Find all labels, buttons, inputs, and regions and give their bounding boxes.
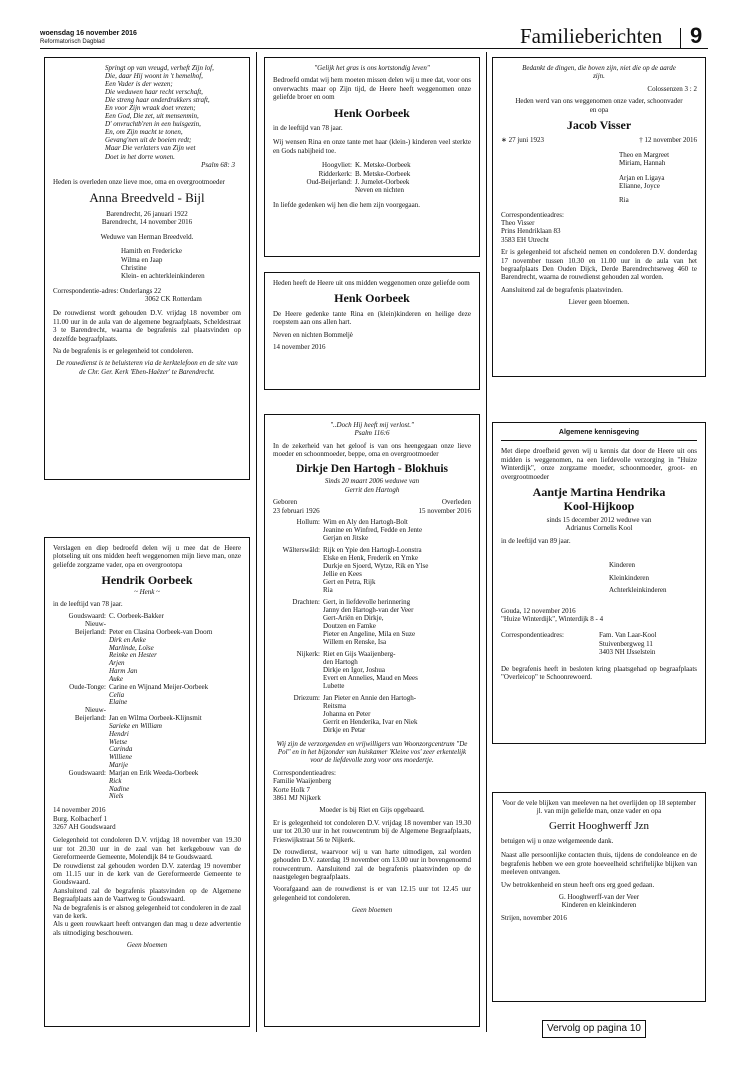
family-list [53, 613, 241, 801]
text-line: Niels [109, 792, 124, 801]
date: 14 november 2016 [53, 806, 106, 815]
text-line: Jellie en Kees [323, 569, 362, 578]
header-rule [40, 48, 708, 49]
text-line: Nieuw- [85, 620, 106, 629]
text-line: 3861 MJ Nijkerk [273, 793, 321, 802]
text-line: Stuivenbergweg 11 [599, 639, 653, 648]
text-line: Carine en Wijnand Meijer-Oorbeek [109, 682, 209, 691]
text-line: Durkje en Sjoerd, Wytze, Rik en Ylse [323, 562, 429, 571]
text-line: K. Metske-Oorbeek [355, 161, 411, 170]
intro: Heden heeft de Heere uit ons midden weggenomen onze geliefde oom [273, 279, 470, 287]
header-divider [680, 28, 681, 48]
text-line [53, 739, 109, 747]
since-line-1: sinds 15 december 2012 weduwe van [546, 515, 652, 524]
text-line: Carinda [109, 745, 133, 754]
text-line [273, 631, 323, 639]
text-line: Prins Hendriklaan 83 [501, 227, 561, 236]
text-line: Beijerland: [74, 714, 106, 723]
family-row [53, 668, 241, 676]
intro: In de zekerheid van het geloof is van ons heengegaan onze lieve moeder en schoonmoeder, beppe, oma en overgrootmoeder [273, 441, 471, 459]
text-line [273, 587, 323, 595]
condole-info: Er is gelegenheid tot condoleren D.V. vrijdag 18 november van 19.30 uur tot 20.30 uur in het rouwcentrum bij de Algemene Begraafplaats, Frieswijkstraat 56 te Nijkerk. [273, 818, 471, 844]
text-line [273, 719, 323, 727]
deceased-name-2: Kool-Hijkoop [563, 499, 635, 514]
quote: "..Doch Hij heeft mij verlost." [330, 421, 414, 429]
family-row [273, 651, 471, 659]
family-row [273, 186, 471, 194]
thanks: Wij zijn de verzorgenden en vrijwilligers van Woonzorgcentrum "De Pol" en in het bijzonder van huiskamer 'Kleine vos' zeer erkentelijk voor de liefdevolle zorg voor ons moedertje. [276, 739, 468, 765]
text-line: Burg. Kolbacherf 1 [53, 814, 108, 823]
text-line [273, 659, 323, 667]
text-line: 3403 NH IJsselstein [599, 648, 656, 657]
family-row [273, 683, 471, 691]
text-line: Gert en Petra, Rijk [323, 577, 376, 586]
text-line: Dirkje en Igor, Joshua [323, 666, 385, 674]
text-line: Drachten: [292, 598, 320, 607]
family-row [273, 675, 471, 683]
text-line: Goudswaard: [68, 612, 106, 621]
text-line: Kleinkinderen [609, 573, 650, 582]
intro: Heden werd van ons weggenomen onze vader, schoonvader en opa [515, 97, 683, 114]
text-line: En voor Zijn wraak doet vrezen; [105, 104, 196, 113]
correspondence-address [501, 211, 697, 245]
condole-info: Gelegenheid tot condoleren D.V. vrijdag 18 november van 19.30 uur tot 20.30 uur in de zaal van het kerkgebouw van de Gereformeerde Gemeente, Molendijk 84 te Goudswaard. [53, 836, 241, 862]
text-line: Hoogvliet: [322, 161, 352, 170]
text-line: Hollum: [296, 517, 320, 526]
died-label: Overleden [441, 498, 471, 507]
address-block [501, 631, 697, 656]
notice-aantje-kool-hijkoop [492, 422, 706, 744]
family-row [273, 170, 471, 178]
text-line: Willem en Renske, Isa [323, 637, 387, 646]
family-list [273, 161, 471, 195]
family-row [53, 699, 241, 707]
widow: Weduwe van Herman Breedveld. [100, 232, 194, 241]
text-line: Die streng haar onderdrukkers straft, [105, 96, 210, 105]
intro: Heden is overleden onze lieve moe, oma en overgrootmoeder [53, 177, 225, 186]
text-line: Lubette [323, 681, 345, 690]
text-line: Janny den Hartogh-van der Veer [323, 606, 414, 615]
text-line: Wilma en Jaap [121, 255, 163, 264]
quote-ref: Colossenzen 3 : 2 [647, 84, 697, 93]
text-line [273, 703, 323, 711]
deceased-name: Henk Oorbeek [334, 105, 410, 120]
nickname: ~ Henk ~ [134, 587, 160, 596]
family-row [53, 739, 241, 747]
deceased-name: Anna Breedveld - Bijl [89, 190, 205, 206]
text-line: Goudswaard: [68, 768, 106, 777]
family-row [273, 703, 471, 711]
text-line: Wim en Aly den Hartogh-Bolt [323, 517, 408, 526]
family-row [53, 754, 241, 762]
text-line: Driezum: [293, 694, 320, 703]
poem [53, 64, 241, 161]
notice-jacob-visser [492, 57, 706, 377]
text-line: Neven en nichten [355, 186, 404, 195]
notice-gerrit-hooghwerff [492, 792, 706, 1002]
text-line [273, 675, 323, 683]
condole-info: Na de begrafenis is er gelegenheid tot condoleren. [53, 347, 194, 356]
text-line: Ria [619, 196, 629, 205]
text-line: Celia [109, 690, 125, 699]
text-line: Maar Die verlaters van Zijn wet [105, 144, 196, 153]
family-row [273, 535, 471, 543]
born: ∗ 27 juni 1923 [501, 136, 545, 145]
text-line: Christine [121, 263, 147, 272]
text-line: Evert en Annelies, Maud en Mees [323, 673, 418, 682]
text-line: Jan en Wilma Oorbeek-Klijnsmit [109, 714, 202, 723]
text-line: Jan Pieter en Annie den Hartogh- [323, 694, 417, 703]
after-info: Aansluitend zal de begrafenis plaatsvinden. [501, 285, 623, 294]
family-row [53, 684, 241, 692]
page-number: 9 [690, 23, 703, 48]
text-line: Williene [109, 753, 132, 762]
family-row [53, 692, 241, 700]
family-list [273, 519, 471, 735]
service-info: De rouwdienst, waarvoor wij u van harte uitnodigen, zal worden gehouden D.V. zaterdag 19 november om 13.00 uur in bovengenoemd rouwcentrum. Aansluitend zal de begrafenis plaatsvinden op de naastgelegen begraafplaats. [273, 847, 471, 882]
flowers: Geen bloemen [126, 941, 168, 950]
text-line: 3583 EH Utrecht [501, 235, 549, 244]
died: 15 november 2016 [418, 506, 471, 515]
thanks: betuigen wij u onze welgemeende dank. [501, 836, 614, 845]
note: Als u geen rouwkaart heeft ontvangen dan mag u deze advertentie als uitnodiging beschouwen. [53, 920, 241, 937]
born: Barendrecht, 26 januari 1922 [106, 209, 188, 218]
family-row [53, 786, 241, 794]
text-line: Gert-Ariën en Dirkje, [323, 614, 384, 623]
text-line [273, 667, 323, 675]
text-line: Gevang'nen uit de boeien redt; [105, 136, 192, 145]
listen-info: De rouwdienst is te beluisteren via de kerktelefoon en de site van de Chr. Ger. Kerk 'Eben-Haëzer' te Barendrecht. [56, 359, 238, 376]
text-line [273, 615, 323, 623]
since-line-2: Gerrit den Hartogh [344, 485, 400, 494]
text-line [53, 793, 109, 801]
text-line [273, 727, 323, 735]
flowers: Liever geen bloemen. [568, 298, 630, 307]
text-line: Wâlterswâld: [282, 546, 320, 555]
family-row [53, 652, 241, 660]
text-line [273, 555, 323, 563]
family-row [53, 723, 241, 731]
text-line [53, 731, 109, 739]
text-line: Theo Visser [501, 219, 535, 228]
text-line: Een Vader is der wezen; [105, 80, 173, 89]
address [53, 815, 241, 832]
family-row [273, 579, 471, 587]
text-line: 3267 AH Goudswaard [53, 823, 116, 831]
text-line [273, 639, 323, 647]
text-line [273, 607, 323, 615]
notice-dirkje-den-hartogh [264, 414, 480, 1027]
text-line: Elaine [109, 698, 128, 707]
closing: In liefde gedenken wij hen die hem zijn voorgegaan. [273, 200, 421, 209]
text-line: Gerjan en Jitske [323, 533, 369, 542]
care-home: "Huize Winterdijk", Winterdijk 8 - 4 [501, 615, 604, 624]
text-line: Oude-Tonge: [69, 682, 106, 691]
text-line [273, 579, 323, 587]
text-line: Achterkleinkinderen [609, 586, 667, 595]
text-line [273, 563, 323, 571]
text-line: Theo en Margreet [619, 150, 670, 159]
text-line: Auke [109, 674, 123, 683]
family-row [53, 778, 241, 786]
family-row [273, 727, 471, 735]
since-line-2: Adrianus Cornelis Kool [565, 524, 633, 533]
text-line: Familie Waaijenberg [273, 777, 332, 786]
intro: Voor de vele blijken van meeleven na het overlijden op 18 september jl. van mijn geliefde man, onze vader en opa [502, 799, 696, 816]
family-row [273, 587, 471, 595]
flowers: Geen bloemen [351, 906, 393, 915]
intro: Met diepe droefheid geven wij u kennis dat door de Heere uit ons midden is weggenomen, na een liefdevolle verzorging in "Huize Winterdijk", onze zorgzame moeder, schoonmoeder, groot- en overgrootmoeder [501, 447, 697, 481]
address-line-2: 3062 CK Rotterdam [145, 295, 202, 304]
text-line: Peter en Clasina Oorbeek-van Doorn [109, 628, 213, 636]
text-line [273, 683, 323, 691]
family-row [53, 793, 241, 801]
text-line: Wietse [109, 737, 128, 746]
text-line: Die weduwen haar recht verschaft, [105, 88, 203, 97]
text-line: Gert, in liefdevolle herinnering [323, 598, 411, 607]
text-line: Korte Holk 7 [273, 785, 310, 794]
text-line: Oud-Beijerland: [306, 177, 352, 186]
family-row [273, 563, 471, 571]
text-line: Doet in het dorre wonen. [105, 152, 175, 161]
text-line: Reinke en Hester [109, 651, 157, 660]
text-line: Correspondentieadres: [501, 210, 564, 219]
address-lines [599, 631, 656, 656]
died: Barendrecht, 14 november 2016 [101, 218, 193, 227]
wish: Wij wensen Rina en onze tante met haar (klein-) kinderen veel sterkte en Gods nabijheid toe. [273, 138, 471, 155]
signed-2: Kinderen en kleinkinderen [561, 901, 637, 910]
text-line [53, 786, 109, 794]
text-line: En, om Zijn macht te tonen, [105, 128, 183, 137]
text-line: Hendri [109, 729, 129, 738]
funeral-info: Er is gelegenheid tot afscheid nemen en condoleren D.V. donderdag 17 november tussen 10.30 en 11.00 uur in de aula van het begraafplaats Den Ouden Dijck, Derde Barendrechtseweg 460 te Barendrecht, waarna de rouwdienst gehouden zal worden. [501, 248, 697, 282]
text-line [53, 754, 109, 762]
text-line: Die, daar Hij woont in 't hemelhof, [105, 72, 203, 81]
text-line: Ria [323, 585, 333, 594]
family-row [53, 746, 241, 754]
text-line: Pieter en Angeline, Mila en Suze [323, 629, 416, 638]
text-line: Nieuw- [85, 706, 106, 715]
family-row [273, 161, 471, 169]
text-line [273, 527, 323, 535]
notice-hendrik-oorbeek [44, 537, 250, 1027]
quote: Bedankt de dingen, die boven zijn, niet die op de aarde zijn. [522, 64, 676, 81]
notice-type: Algemene kennisgeving [501, 429, 697, 441]
text-line: Gerrit en Henderika, Ivar en Niek [323, 717, 418, 726]
burial-info: Aansluitend zal de begrafenis plaatsvinden op de Algemene Begraafplaats aan de Vaartweg te Goudswaard. [53, 886, 241, 904]
text-line [53, 668, 109, 676]
text-line [273, 186, 355, 194]
notice-henk-oorbeek-1 [264, 57, 480, 257]
text-line: Een God, Die zet, uit mensenmin, [105, 112, 199, 121]
before-info: Voorafgaand aan de rouwdienst is er van 12.15 uur tot 12.45 uur gelegenheid tot condoleren. [273, 885, 471, 902]
notice-anna-breedveld [44, 57, 250, 480]
text-line: C. Oorbeek-Bakker [109, 612, 164, 621]
family-row [273, 719, 471, 727]
text-line: Riet en Gijs Waaijenberg- [323, 650, 396, 659]
body: Naast alle persoonlijke contacten thuis, tijdens de condoleance en de begrafenis hebben we een grote hoeveelheid schriftelijke blijken van meeleven ontvangen. [501, 851, 697, 877]
family-row [273, 178, 471, 186]
text-line [273, 535, 323, 543]
text-line: Rick [109, 776, 122, 785]
lying-in-state: Moeder is bij Riet en Gijs opgebaard. [319, 806, 425, 815]
address-line-1: Correspondentie-adres: Onderlangs 22 [53, 286, 162, 295]
family-list [501, 559, 697, 597]
text-line [273, 571, 323, 579]
funeral-info: De rouwdienst wordt gehouden D.V. vrijdag 18 november om 11.00 uur in de aula van de algemene begraafplaats, Scheldestraat 3 te Barendrecht, waarna de begrafenis zal plaatsvinden op dezelfde begraafplaats. [53, 309, 241, 343]
column-rule-1 [256, 52, 257, 1032]
text-line: Elianne, Joyce [619, 181, 660, 190]
date: 14 november 2016 [273, 342, 326, 351]
age: in de leeftijd van 89 jaar. [501, 536, 571, 545]
section-title: Familieberichten [520, 24, 663, 48]
text-line [273, 623, 323, 631]
text-line [53, 723, 109, 731]
intro: Verslagen en diep bedroefd delen wij u mee dat de Heere plotseling uit ons midden heeft weggenomen mijn lieve man, onze geliefde zorgzame vader, opa en overgrootopa [53, 544, 241, 569]
deceased-name: Henk Oorbeek [334, 291, 410, 306]
born: 23 februari 1926 [273, 506, 320, 515]
text-line: Arjen [109, 659, 125, 668]
text-line: Dirkje en Petar [323, 725, 366, 734]
text-line: D' onvruchtb'ren in een huisgezin, [105, 120, 201, 129]
born-label: Geboren [273, 498, 298, 507]
text-line: Harm Jan [109, 667, 138, 676]
age: in de leeftijd van 78 jaar. [273, 123, 343, 132]
text-line: Correspondentieadres: [501, 631, 564, 640]
family-row [273, 639, 471, 647]
family-list [501, 151, 697, 205]
text-line: Reitsma [323, 702, 346, 711]
correspondence-address [501, 631, 697, 656]
text-line: Ridderkerk: [318, 169, 352, 178]
family-row [53, 613, 241, 621]
header-paper: Reformatorisch Dagblad [40, 39, 105, 45]
continued-link[interactable]: Vervolg op pagina 10 [542, 1020, 646, 1038]
text-line: B. Metske-Oorbeek [355, 169, 411, 178]
text-line: Johanna en Peter [323, 710, 371, 719]
text-line [53, 746, 109, 754]
header-date: woensdag 16 november 2016 [40, 30, 137, 37]
died: † 12 november 2016 [639, 136, 697, 145]
text-line: Rijk en Ypie den Hartogh-Loonstra [323, 546, 422, 555]
notice-henk-oorbeek-2 [264, 272, 480, 390]
signed-1: G. Hooghwerff-van der Veer [558, 892, 640, 901]
deceased-name: Dirkje Den Hartogh - Blokhuis [295, 462, 449, 475]
text-line: Marjan en Erik Weeda-Oorbeek [109, 768, 199, 777]
family-list [53, 247, 241, 281]
text-line: Nijkerk: [296, 650, 320, 659]
correspondence-address [273, 769, 471, 803]
text-line: Doutzen en Famke [323, 621, 376, 630]
text-line: Dirk en Anke [109, 635, 146, 644]
place-date: Gouda, 12 november 2016 [501, 606, 576, 615]
family-row [53, 629, 241, 637]
text-line [273, 711, 323, 719]
text-line: Hamith en Fredericke [121, 247, 183, 256]
text-line: Marije [109, 761, 129, 770]
text-line: Kinderen [609, 560, 636, 569]
text-line: Sarieke en William [109, 721, 162, 730]
text-line [53, 652, 109, 660]
deceased-name: Hendrik Oorbeek [101, 573, 193, 588]
text-line [53, 778, 109, 786]
service-info: De rouwdienst zal gehouden worden D.V. zaterdag 19 november om 11.15 uur in de kerk van de Gereformeerde Gemeente te Goudswaard. [53, 861, 241, 887]
text-line: Springt op van vreugd, verheft Zijn lof, [105, 64, 214, 72]
text-line: Miriam, Hannah [619, 159, 666, 168]
quote-ref: Psalm 116:6 [354, 429, 390, 438]
psalm-ref: Psalm 68: 3 [201, 160, 235, 169]
deceased-name: Jacob Visser [566, 117, 632, 132]
deceased-name-1: Aantje Martina Hendrika [532, 484, 666, 499]
family-row [53, 660, 241, 668]
signed: Neven en nichten Bommeljè [273, 330, 353, 339]
column-rule-2 [486, 52, 487, 1032]
since-line-1: Sinds 20 maart 2006 weduwe van [324, 477, 420, 486]
after-info: Na de begrafenis is er alsnog gelegenheid tot condoleren in de zaal van de kerk. [53, 903, 241, 920]
text-line: Marlinde, Loïse [109, 643, 154, 652]
text-line: J. Jumelet-Oorbeek [355, 177, 410, 186]
family-row [53, 770, 241, 778]
text-line: Nadine [109, 784, 130, 793]
family-row [273, 527, 471, 535]
text-line: Arjan en Ligaya [619, 173, 665, 182]
text-line [53, 645, 109, 653]
age: in de leeftijd van 78 jaar. [53, 599, 123, 608]
deceased-name: Gerrit Hooghwerff Jzn [549, 819, 649, 832]
text-line [53, 637, 109, 645]
text-line [53, 660, 109, 668]
text-line: Jeanine en Winfred, Fedde en Jente [323, 525, 423, 534]
quote: "Gelijk het gras is ons kortstondig leven" [314, 64, 430, 72]
text-line: Elske en Henk, Frederik en Ymke [323, 554, 418, 563]
text-line: Beijerland: [74, 628, 106, 636]
text-line: Correspondentieadres: [273, 768, 336, 777]
text-line [53, 692, 109, 700]
intro: Bedroefd omdat wij hem moeten missen delen wij u mee dat, voor ons onverwachts maar op Zijn tijd, de Heere heeft weggenomen onze geliefde broer en oom [273, 76, 471, 102]
burial-info: De begrafenis heeft in besloten kring plaatsgehad op begraafplaats "Overleicop" te Schoonrewoerd. [501, 664, 697, 682]
place-date: Strijen, november 2016 [501, 913, 567, 922]
text-line: Klein- en achterkleinkinderen [121, 272, 205, 281]
family-row [273, 695, 471, 703]
wish: De Heere gedenke tante Rina en (klein)kinderen en heilige deze roepstem aan ons allen hart. [273, 309, 471, 327]
text-line: den Hartogh [323, 658, 358, 667]
text-line: Fam. Van Laar-Kool [599, 631, 657, 640]
family-row [53, 731, 241, 739]
support: Uw betrokkenheid en steun heeft ons erg goed gedaan. [501, 880, 655, 889]
